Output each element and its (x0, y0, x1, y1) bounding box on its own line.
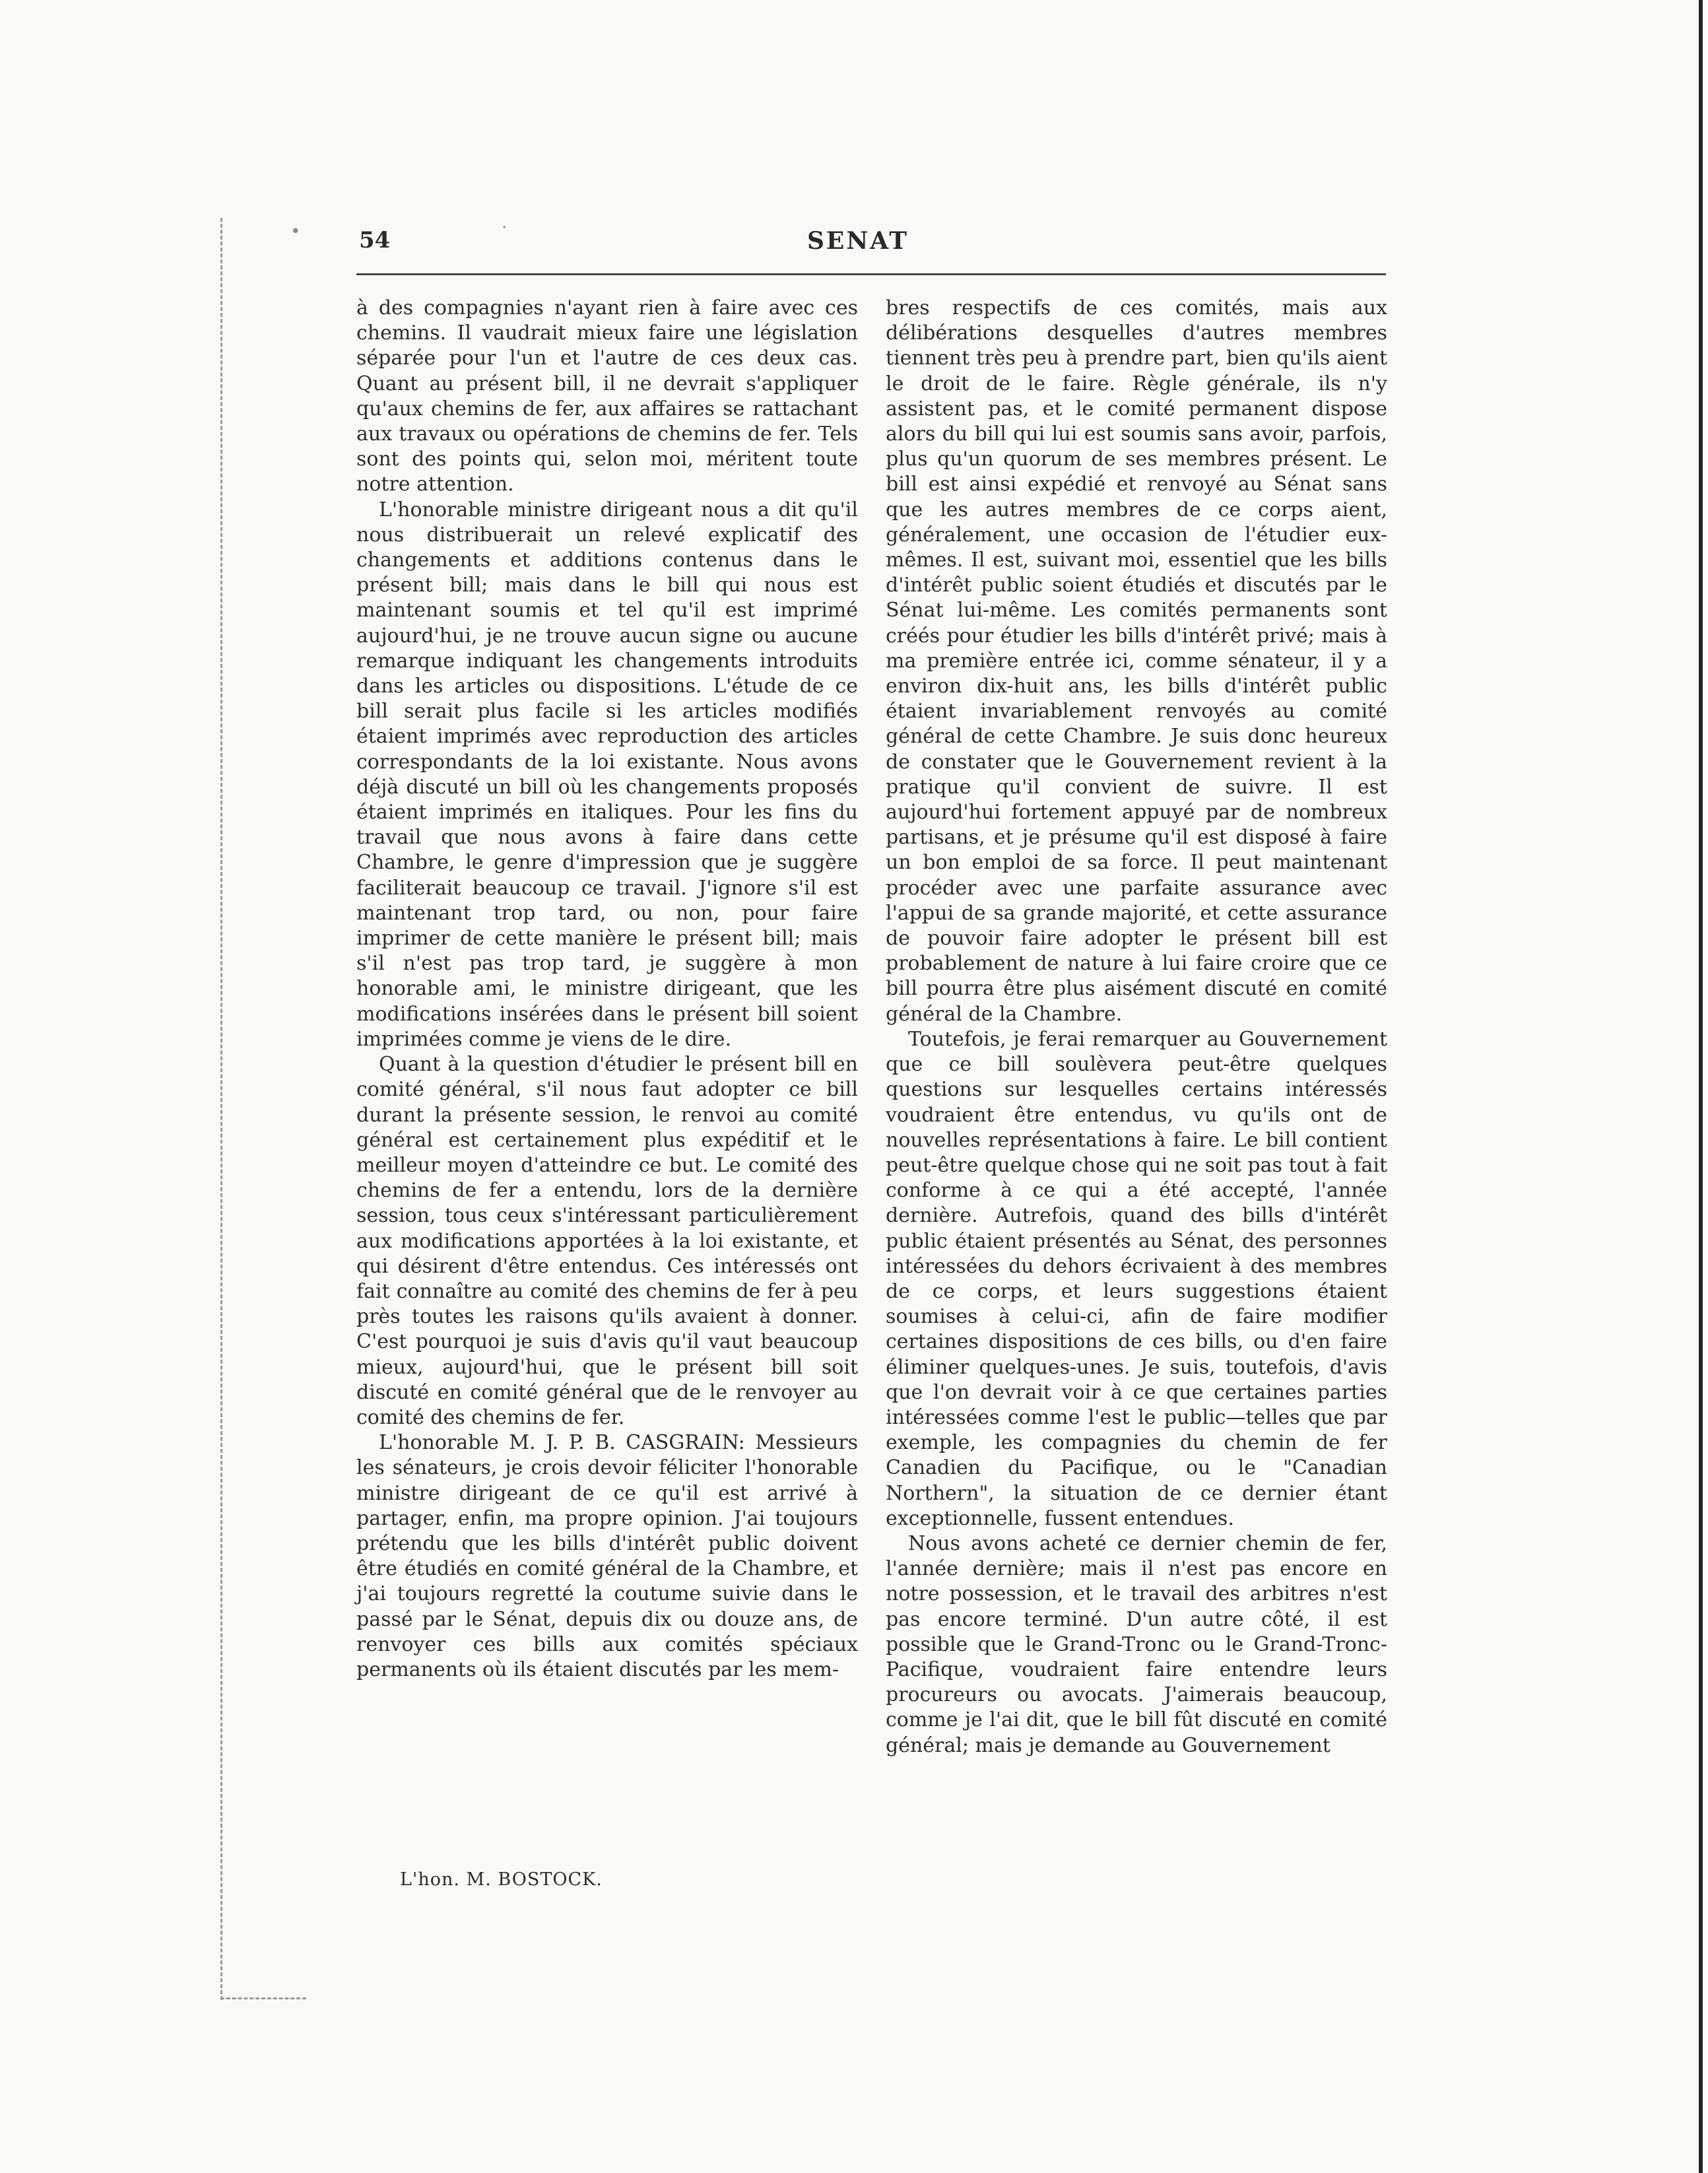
scan-speck: · (502, 218, 508, 238)
running-title: SENAT (806, 227, 909, 255)
paragraph: à des compagnies n'ayant rien à faire avec ces chemins. Il vaudrait mieux faire une législation séparée pour l'un et l'autre de ces deux cas. Quant au présent bill, il ne devrait s'appliquer qu'aux chemins de fer, aux affaires se rattachant aux travaux ou opérations de chemins de fer. Tels sont des points qui, selon moi, méritent toute notre attention. (356, 296, 858, 496)
paragraph: Toutefois, je ferai remarquer au Gouvernement que ce bill soulèvera peut-être quelques questions sur lesquelles certains intéressés voudraient être entendus, vu qu'ils ont de nouvelles représentations à faire. Le bill contient peut-être quelque chose qui ne soit pas tout à fait conforme à ce qui a été accepté, l'année dernière. Autrefois, quand des bills d'intérêt public étaient présentés au Sénat, des personnes intéressées du dehors écrivaient à des membres de ce corps, et leurs suggestions étaient soumises à celui-ci, afin de faire modifier certaines dispositions de ces bills, ou d'en faire éliminer quelques-unes. Je suis, toutefois, d'avis que l'on devrait voir à ce que certaines parties intéressées comme l'est le public—telles que par exemple, les compagnies du chemin de fer Canadien du Pacifique, ou le "Canadian Northern", la situation de ce dernier étant exceptionnelle, fussent entendues. (886, 1027, 1387, 1530)
page-number: 54 (359, 227, 391, 253)
footer-speaker: L'hon. M. BOSTOCK. (400, 1869, 603, 1890)
right-column (886, 296, 1387, 1758)
header-rule (356, 273, 1386, 275)
paragraph: Nous avons acheté ce dernier chemin de fer, l'année dernière; mais il n'est pas encore en notre possession, et le travail des arbitres n'est pas encore terminé. D'un autre côté, il est possible que le Grand-Tronc ou le Grand-Tronc-Pacifique, voudraient faire entendre leurs procureurs ou avocats. J'aimerais beaucoup, comme je l'ai dit, que le bill fût discuté en comité général; mais je demande au Gouvernement (886, 1531, 1387, 1757)
paragraph: Quant à la question d'étudier le présent bill en comité général, s'il nous faut adopter ce bill durant la présente session, le renvoi au comité général est certainement plus expéditif et le meilleur moyen d'atteindre ce but. Le comité des chemins de fer a entendu, lors de la dernière session, tous ceux s'intéressant particulièrement aux modifications apportées à la loi existante, et qui désirent d'être entendus. Ces intéressés ont fait connaître au comité des chemins de fer à peu près toutes les raisons qu'ils avaient à donner. C'est pourquoi je suis d'avis qu'il vaut beaucoup mieux, aujourd'hui, que le présent bill soit discuté en comité général que de le renvoyer au comité des chemins de fer. (356, 1053, 858, 1429)
scan-speck: • (290, 222, 301, 242)
paragraph: L'honorable ministre dirigeant nous a dit qu'il nous distribuerait un relevé explicatif des changements et additions contenus dans le présent bill; mais dans le bill qui nous est maintenant soumis et tel qu'il est imprimé aujourd'hui, je ne trouve aucun signe ou aucune remarque indiquant les changements introduits dans les articles ou dispositions. L'étude de ce bill serait plus facile si les articles modifiés étaient imprimés avec reproduction des articles correspondants de la loi existante. Nous avons déjà discuté un bill où les changements proposés étaient imprimés en italiques. Pour les fins du travail que nous avons à faire dans cette Chambre, le genre d'impression que je suggère faciliterait beaucoup ce travail. J'ignore s'il est maintenant trop tard, ou non, pour faire imprimer de cette manière le présent bill; mais s'il n'est pas trop tard, je suggère à mon honorable ami, le ministre dirigeant, que les modifications insérées dans le présent bill soient imprimées comme je viens de le dire. (356, 498, 858, 1051)
paragraph: bres respectifs de ces comités, mais aux délibérations desquelles d'autres membres tiennent très peu à prendre part, bien qu'ils aient le droit de le faire. Règle générale, ils n'y assistent pas, et le comité permanent dispose alors du bill qui lui est soumis sans avoir, parfois, plus qu'un quorum de ses membres présent. Le bill est ainsi expédié et renvoyé au Sénat sans que les autres membres de ce corps aient, généralement, une occasion de l'étudier eux-mêmes. Il est, suivant moi, essentiel que les bills d'intérêt public soient étudiés et discutés par le Sénat lui-même. Les comités permanents sont créés pour étudier les bills d'intérêt privé; mais à ma première entrée ici, comme sénateur, il y a environ dix-huit ans, les bills d'intérêt public étaient invariablement renvoyés au comité général de cette Chambre. Je suis donc heureux de constater que le Gouvernement revient à la pratique qu'il convient de suivre. Il est aujourd'hui fortement appuyé par de nombreux partisans, et je présume qu'il est disposé à faire un bon emploi de sa force. Il peut maintenant procéder avec une parfaite assurance avec l'appui de sa grande majorité, et cette assurance de pouvoir faire adopter le présent bill est probablement de nature à lui faire croire que ce bill pourra être plus aisément discuté en comité général de la Chambre. (886, 296, 1387, 1026)
scan-edge-left (220, 218, 224, 2000)
scan-edge-bottom (220, 1997, 306, 1999)
scan-border-right (1699, 0, 1703, 2173)
left-column (356, 296, 858, 1683)
paragraph: L'honorable M. J. P. B. CASGRAIN: Messieurs les sénateurs, je crois devoir féliciter l'honorable ministre dirigeant de ce qu'il est arrivé à partager, enfin, ma propre opinion. J'ai toujours prétendu que les bills d'intérêt public doivent être étudiés en comité général de la Chambre, et j'ai toujours regretté la coutume suivie dans le passé par le Sénat, depuis dix ou douze ans, de renvoyer ces bills aux comités spéciaux permanents où ils étaient discutés par les mem- (356, 1431, 858, 1681)
